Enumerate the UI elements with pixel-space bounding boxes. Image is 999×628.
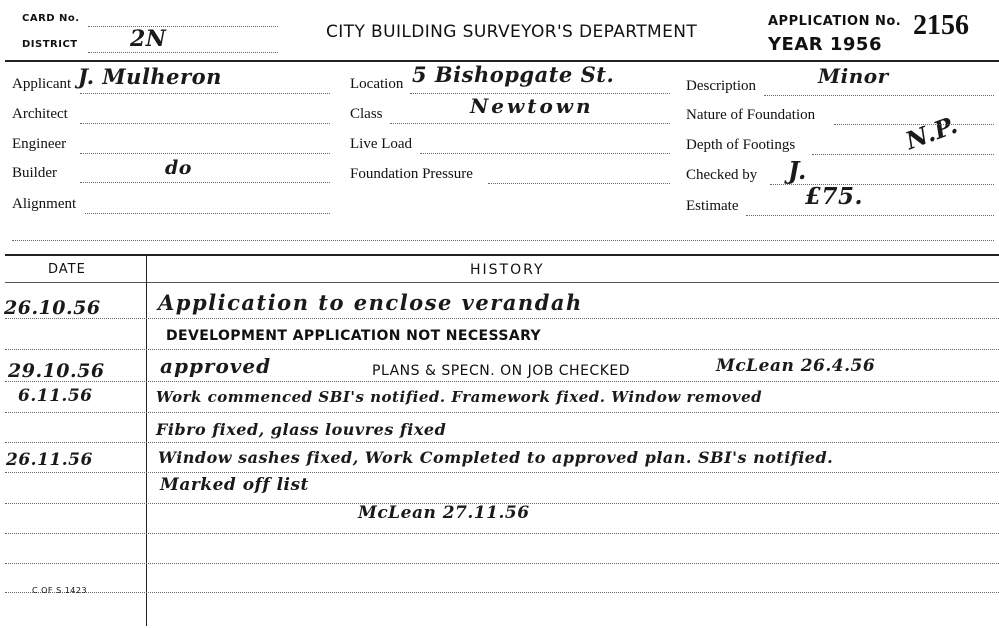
entry-text: Marked off list	[160, 475, 309, 495]
entry-text: Application to enclose verandah	[158, 290, 583, 315]
nature-line	[834, 124, 994, 125]
history-top-rule	[5, 254, 999, 256]
table-header-rule	[5, 282, 999, 283]
plans-checked-stamp: PLANS & SPECN. ON JOB CHECKED	[372, 363, 631, 379]
alignment-line	[85, 213, 330, 214]
history-row-line	[5, 381, 999, 382]
architect-label: Architect	[12, 106, 68, 122]
card-no-line	[88, 26, 278, 27]
location-value: 5 Bishopgate St.	[412, 62, 615, 87]
date-header: DATE	[48, 262, 86, 277]
class-label: Class	[350, 106, 383, 122]
estimate-line	[746, 215, 994, 216]
builder-label: Builder	[12, 165, 57, 181]
depth-line	[812, 154, 994, 155]
engineer-line	[80, 153, 330, 154]
location-label: Location	[350, 76, 404, 92]
history-row-line	[5, 592, 999, 593]
checked-label: Checked by	[686, 167, 758, 183]
form-code: C OF S 1423	[32, 586, 88, 595]
location-line	[410, 93, 670, 94]
checked-value: J.	[788, 156, 807, 185]
history-row-line	[5, 318, 999, 319]
history-row-line	[5, 563, 999, 564]
history-row-line	[5, 412, 999, 413]
development-stamp: DEVELOPMENT APPLICATION NOT NECESSARY	[166, 328, 542, 344]
entry-text: Work commenced SBI's notified. Framework fixed. Window removed	[156, 388, 763, 406]
application-label: APPLICATION No.	[768, 14, 902, 29]
applicant-line	[80, 93, 330, 94]
district-label: DISTRICT	[22, 39, 78, 50]
history-row-line	[5, 442, 999, 443]
signature: McLean 26.4.56	[716, 356, 876, 376]
estimate-label: Estimate	[686, 198, 739, 214]
fields-bottom-line	[12, 240, 994, 241]
np-value: N.P.	[901, 109, 962, 156]
nature-label: Nature of Foundation	[686, 107, 816, 123]
entry-date: 6.11.56	[18, 386, 93, 406]
class-line	[390, 123, 670, 124]
engineer-label: Engineer	[12, 136, 67, 152]
entry-date: 26.11.56	[6, 450, 93, 470]
entry-date: 26.10.56	[4, 297, 101, 319]
department-title: CITY BUILDING SURVEYOR'S DEPARTMENT	[326, 22, 698, 42]
history-header: HISTORY	[470, 262, 545, 278]
history-row-line	[5, 349, 999, 350]
applicant-value: J. Mulheron	[78, 64, 222, 89]
year-label: YEAR 1956	[768, 34, 882, 55]
applicant-label: Applicant	[12, 76, 72, 92]
depth-label: Depth of Footings	[686, 137, 796, 153]
entry-date: 29.10.56	[8, 360, 105, 382]
date-column-divider	[146, 256, 147, 626]
entry-text: Window sashes fixed, Work Completed to approved plan. SBI's notified.	[158, 448, 834, 467]
district-line	[88, 52, 278, 53]
card-no-label: CARD No.	[22, 13, 80, 24]
architect-line	[80, 123, 330, 124]
checked-line	[770, 184, 994, 185]
builder-value: do	[165, 157, 192, 179]
application-number: 2156	[913, 10, 969, 41]
class-value: Newtown	[470, 94, 594, 118]
history-row-line	[5, 533, 999, 534]
district-value: 2N	[130, 26, 167, 52]
description-value: Minor	[818, 64, 889, 88]
signature: McLean 27.11.56	[358, 503, 530, 523]
entry-text: approved	[160, 354, 272, 378]
alignment-label: Alignment	[12, 196, 77, 212]
foundation-pressure-label: Foundation Pressure	[350, 166, 473, 182]
foundation-pressure-line	[488, 183, 670, 184]
builder-line	[80, 182, 330, 183]
history-row-line	[5, 472, 999, 473]
live-load-line	[420, 153, 670, 154]
description-line	[764, 95, 994, 96]
entry-text: Fibro fixed, glass louvres fixed	[156, 420, 447, 439]
description-label: Description	[686, 78, 756, 94]
estimate-value: £75.	[805, 183, 864, 210]
live-load-label: Live Load	[350, 136, 413, 152]
